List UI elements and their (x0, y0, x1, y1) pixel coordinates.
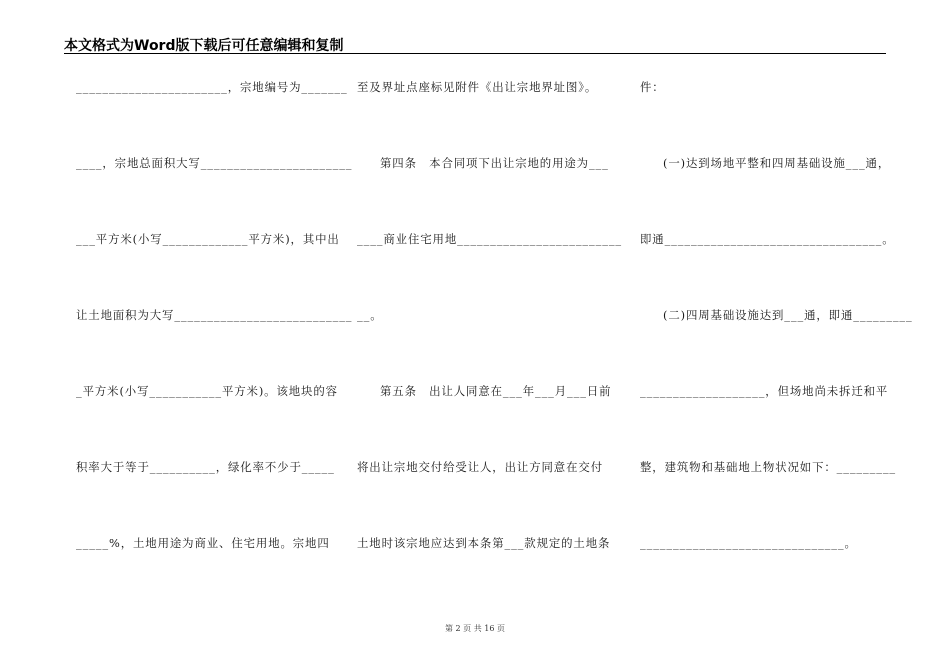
text-line: __。 (357, 308, 383, 322)
text-line: 整，建筑物和基础地上物状况如下：_________ (640, 460, 897, 474)
text-line: ____商业住宅用地_________________________ (357, 232, 623, 246)
text-line: (一)达到场地平整和四周基础设施___通， (663, 156, 891, 170)
text-line: _______________________________。 (640, 536, 857, 550)
text-line: 将出让宗地交付给受让人，出让方同意在交付 (357, 460, 603, 474)
text-line: _____%，土地用途为商业、住宅用地。宗地四 (76, 536, 330, 550)
text-line: 至及界址点座标见附件《出让宗地界址图》。 (357, 80, 598, 94)
text-line: 积率大于等于__________，绿化率不少于_____ (76, 460, 335, 474)
text-line: 第五条 出让人同意在___年___月___日前 (380, 384, 612, 398)
text-line: 让土地面积为大写___________________________ (76, 308, 353, 322)
page-number: 第 2 页 共 16 页 (445, 624, 505, 633)
text-line: 土地时该宗地应达到本条第___款规定的土地条 (357, 536, 611, 550)
text-line: (二)四周基础设施达到___通，即通_________ (663, 308, 913, 322)
text-line: 第四条 本合同项下出让宗地的用途为___ (380, 156, 609, 170)
text-line: ___________________，但场地尚未拆迁和平 (640, 384, 889, 398)
text-line: 件： (640, 80, 665, 94)
text-line: _平方米(小写___________平方米)。该地块的容 (76, 384, 338, 398)
header-divider (64, 53, 886, 54)
text-line: ____，宗地总面积大写_______________________ (76, 156, 353, 170)
text-line: ___平方米(小写_____________平方米)，其中出 (76, 232, 340, 246)
text-line: 即通_________________________________。 (640, 232, 895, 246)
document-banner-title: 本文格式为Word版下载后可任意编辑和复制 (64, 38, 344, 54)
text-line: _______________________，宗地编号为_______ (76, 80, 348, 94)
